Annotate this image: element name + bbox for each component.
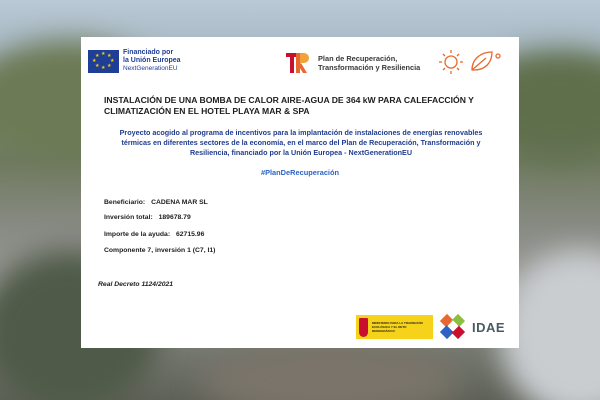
idae-logo [438, 313, 505, 341]
component-field: Componente 7, inversión 1 (C7, I1) [104, 247, 216, 254]
eu-line-3: NextGenerationEU [123, 65, 178, 72]
spanish-coat-of-arms-icon [359, 318, 368, 337]
beneficiary-value: CADENA MAR SL [151, 199, 208, 206]
eu-line-1: Financiado por [123, 49, 174, 56]
plan-hashtag: #PlanDeRecuperación [260, 168, 340, 177]
project-description: Proyecto acogido al programa de incentivos para la implantación de instalaciones de energías renovables térmicas en diferentes sectores de la economía, en el marco del Plan de Recuperación, Transformación y Resiliencia, financiado por la Unión Europea - NextGenerationEU [119, 128, 483, 157]
ministry-logo [356, 315, 433, 339]
aid-amount-value: 62715.96 [176, 231, 205, 238]
prtr-mark-icon [284, 50, 310, 76]
ministry-text: MINISTERIO PARA LA TRANSICIÓN ECOLÓGICA Y EL RETO DEMOGRÁFICO [371, 321, 423, 333]
plan-line-1: Plan de Recuperación, [318, 54, 398, 63]
aid-amount-label: Importe de la ayuda: [104, 231, 171, 238]
project-title: INSTALACIÓN DE UNA BOMBA DE CALOR AIRE-AGUA DE 364 kW PARA CALEFACCIÓN Y CLIMATIZACIÓN EN EL HOTEL PLAYA MAR & SPA [104, 95, 474, 116]
idae-wordmark: IDAE [472, 319, 506, 335]
renewable-energy-icon [438, 48, 506, 75]
eu-funding-logo [88, 49, 181, 73]
total-investment-field [104, 214, 191, 221]
royal-decree: Real Decreto 1124/2021 [98, 281, 174, 288]
total-investment-label: Inversión total: [104, 214, 153, 221]
eu-flag-icon: ★ ★ ★ ★ ★ ★ ★ ★ [88, 50, 119, 73]
recovery-plan-logo [284, 50, 420, 76]
plan-line-2: Transformación y Resiliencia [318, 63, 421, 72]
eu-line-2: la Unión Europea [123, 57, 181, 64]
funding-notice-panel [81, 37, 519, 348]
idae-mark-icon [438, 313, 468, 341]
beneficiary-label: Beneficiario: [104, 199, 146, 206]
aid-amount-field [104, 231, 204, 238]
total-investment-value: 189678.79 [158, 214, 191, 221]
beneficiary-field [104, 199, 208, 206]
